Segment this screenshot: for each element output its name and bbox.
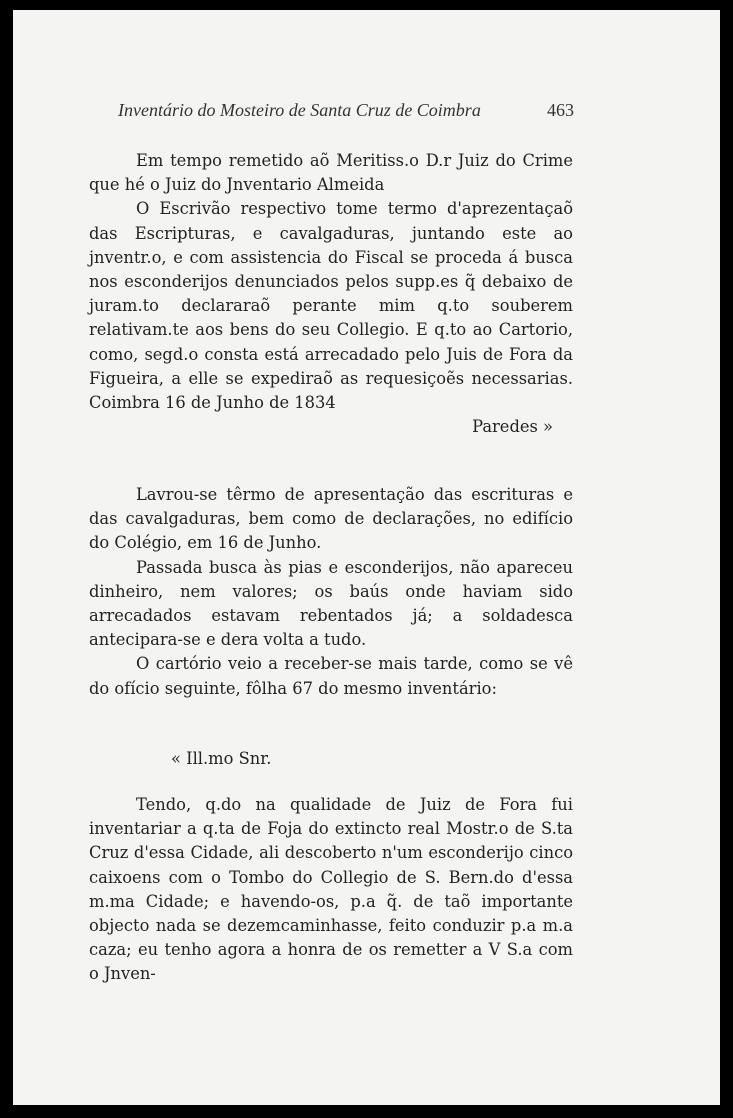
running-head <box>118 100 574 121</box>
text-letter <box>89 793 573 987</box>
signature: Paredes » <box>472 417 553 437</box>
paragraph-cartorio: O cartório veio a receber-se mais tarde, como se vê do ofício seguinte, fôlha 67 do mesmo inventário: <box>89 654 573 698</box>
page-number: 463 <box>547 100 574 120</box>
text-upper <box>89 149 573 439</box>
paragraph-despacho-1: Em tempo remetido aõ Meritiss.o D.r Juiz do Crime que hé o Juiz do Jnventario Almeida <box>89 151 573 195</box>
paragraph-termo: Lavrou-se têrmo de apresentação das escrituras e das cavalgaduras, bem como de declarações, no edifício do Colégio, em 16 de Junho. <box>89 485 573 553</box>
letter-paragraph: Tendo, q.do na qualidade de Juiz de Fora fui inventariar a q.ta de Foja do extincto real Mostr.o de S.ta Cruz d'essa Cidade, ali descoberto n'um esconderijo cinco caixoens com o Tombo do Collegio de S. Bern.do d'essa m.ma Cidade; e havendo-os, p.a q̃. de taõ importante objecto nada se dezemcaminhasse, feito conduzir p.a m.a caza; eu tenho agora a honra de os remetter a V S.a com o Jnven- <box>89 795 573 984</box>
text-letter-salutation <box>89 747 573 771</box>
book-page <box>13 10 720 1105</box>
text-middle <box>89 483 573 701</box>
paragraph-despacho-2: O Escrivão respectivo tome termo d'aprezentaçaõ das Escripturas, e cavalgaduras, juntando este ao jnventr.o, e com assistencia do Fiscal se proceda á busca nos esconderijos denunciados pelos supp.es q̃ debaixo de juram.to declararaõ perante mim q.to souberem relativam.te aos bens do seu Collegio. E q.to ao Cartorio, como, segd.o consta está arrecadado pelo Juis de Fora da Figueira, a elle se expediraõ as requesiçoẽs necessarias. Coimbra 16 de Junho de 1834 <box>89 199 573 413</box>
running-head-title: Inventário do Mosteiro de Santa Cruz de Coimbra <box>118 100 481 120</box>
letter-salutation: « Ill.mo Snr. <box>171 749 272 768</box>
paragraph-busca: Passada busca às pias e esconderijos, não apareceu dinheiro, nem valores; os baús onde haviam sido arrecadados estavam rebentados já; a soldadesca antecipara-se e dera volta a tudo. <box>89 557 573 650</box>
